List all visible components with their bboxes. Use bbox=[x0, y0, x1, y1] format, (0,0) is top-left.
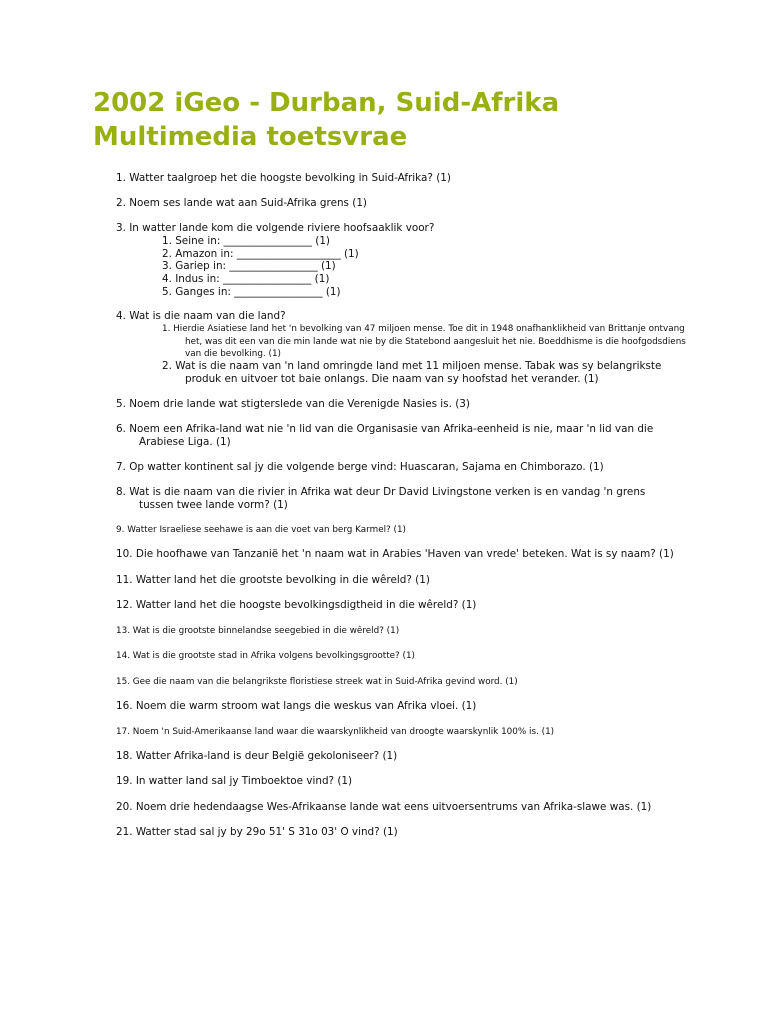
question-4-item-2-line-2: produk en uitvoer tot baie onlangs. Die naam van sy hoofstad het verander. (1) bbox=[185, 373, 599, 385]
question-12: 12. Watter land het die hoogste bevolkingsdigtheid in die wêreld? (1) bbox=[116, 599, 477, 611]
question-6-line-1: 6. Noem een Afrika-land wat nie 'n lid van die Organisasie van Afrika-eenheid is nie, maar 'n lid van die bbox=[116, 423, 654, 435]
question-5: 5. Noem drie lande wat stigterslede van die Verenigde Nasies is. (3) bbox=[116, 398, 470, 410]
question-18: 18. Watter Afrika-land is deur België gekoloniseer? (1) bbox=[116, 750, 398, 762]
question-17: 17. Noem 'n Suid-Amerikaanse land waar die waarskynlikheid van droogte waarskynlik 100% is. (1) bbox=[116, 727, 555, 737]
question-3: 3. In watter lande kom die volgende riviere hoofsaaklik voor? bbox=[116, 222, 435, 234]
question-16: 16. Noem die warm stroom wat langs die weskus van Afrika vloei. (1) bbox=[116, 700, 477, 712]
question-4-item-2-line-1: 2. Wat is die naam van 'n land omringde land met 11 miljoen mense. Tabak was sy belangrikste bbox=[162, 360, 662, 372]
question-2: 2. Noem ses lande wat aan Suid-Afrika grens (1) bbox=[116, 197, 367, 209]
question-9: 9. Watter Israeliese seehawe is aan die voet van berg Karmel? (1) bbox=[116, 525, 406, 535]
question-3-item-2: 2. Amazon in: ____________________ (1) bbox=[162, 248, 359, 260]
question-4-item-1-line-1: 1. Hierdie Asiatiese land het 'n bevolking van 47 miljoen mense. Toe dit in 1948 onafhanklikheid van Brittanje ontvang bbox=[162, 324, 685, 334]
question-14: 14. Wat is die grootste stad in Afrika volgens bevolkingsgrootte? (1) bbox=[116, 651, 415, 661]
title-line-1: 2002 iGeo - Durban, Suid-Afrika bbox=[93, 88, 560, 118]
question-10: 10. Die hoofhawe van Tanzanië het 'n naam wat in Arabies 'Haven van vrede' beteken. Wat is sy naam? (1) bbox=[116, 548, 674, 560]
question-4-item-1-line-2: het, was dit een van die min lande wat nie by die Statebond aangesluit het nie. Boeddhisme is die hoofgodsdiens bbox=[185, 336, 686, 347]
question-15: 15. Gee die naam van die belangrikste floristiese streek wat in Suid-Afrika gevind word. (1) bbox=[116, 677, 518, 687]
question-20: 20. Noem drie hedendaagse Wes-Afrikaanse lande wat eens uitvoersentrums van Afrika-slawe was. (1) bbox=[116, 801, 652, 813]
question-6 bbox=[116, 423, 653, 449]
question-7: 7. Op watter kontinent sal jy die volgende berge vind: Huascaran, Sajama en Chimborazo. (1) bbox=[116, 461, 604, 473]
question-4-item-1 bbox=[162, 323, 686, 361]
question-4: 4. Wat is die naam van die land? bbox=[116, 310, 286, 322]
question-19: 19. In watter land sal jy Timboektoe vind? (1) bbox=[116, 775, 353, 787]
question-8-line-2: tussen twee lande vorm? (1) bbox=[139, 499, 288, 511]
question-8-line-1: 8. Wat is die naam van die rivier in Afrika wat deur Dr David Livingstone verken is en vandag 'n grens bbox=[116, 486, 646, 498]
question-21: 21. Watter stad sal jy by 29o 51' S 31o 03' O vind? (1) bbox=[116, 826, 398, 838]
question-1: 1. Watter taalgroep het die hoogste bevolking in Suid-Afrika? (1) bbox=[116, 172, 451, 184]
question-4-item-2 bbox=[162, 360, 661, 386]
question-6-line-2: Arabiese Liga. (1) bbox=[139, 436, 231, 448]
question-11: 11. Watter land het die grootste bevolking in die wêreld? (1) bbox=[116, 574, 430, 586]
question-4-item-1-line-3: van die bevolking. (1) bbox=[185, 349, 281, 360]
question-3-item-3: 3. Gariep in: _________________ (1) bbox=[162, 260, 336, 272]
title-line-2: Multimedia toetsvrae bbox=[93, 122, 408, 152]
question-8 bbox=[116, 486, 645, 512]
question-3-item-4: 4. Indus in: _________________ (1) bbox=[162, 273, 330, 285]
question-3-item-1: 1. Seine in: _________________ (1) bbox=[162, 235, 330, 247]
question-13: 13. Wat is die grootste binnelandse seegebied in die wêreld? (1) bbox=[116, 626, 400, 636]
question-3-item-5: 5. Ganges in: _________________ (1) bbox=[162, 286, 341, 298]
document-title bbox=[93, 86, 559, 154]
